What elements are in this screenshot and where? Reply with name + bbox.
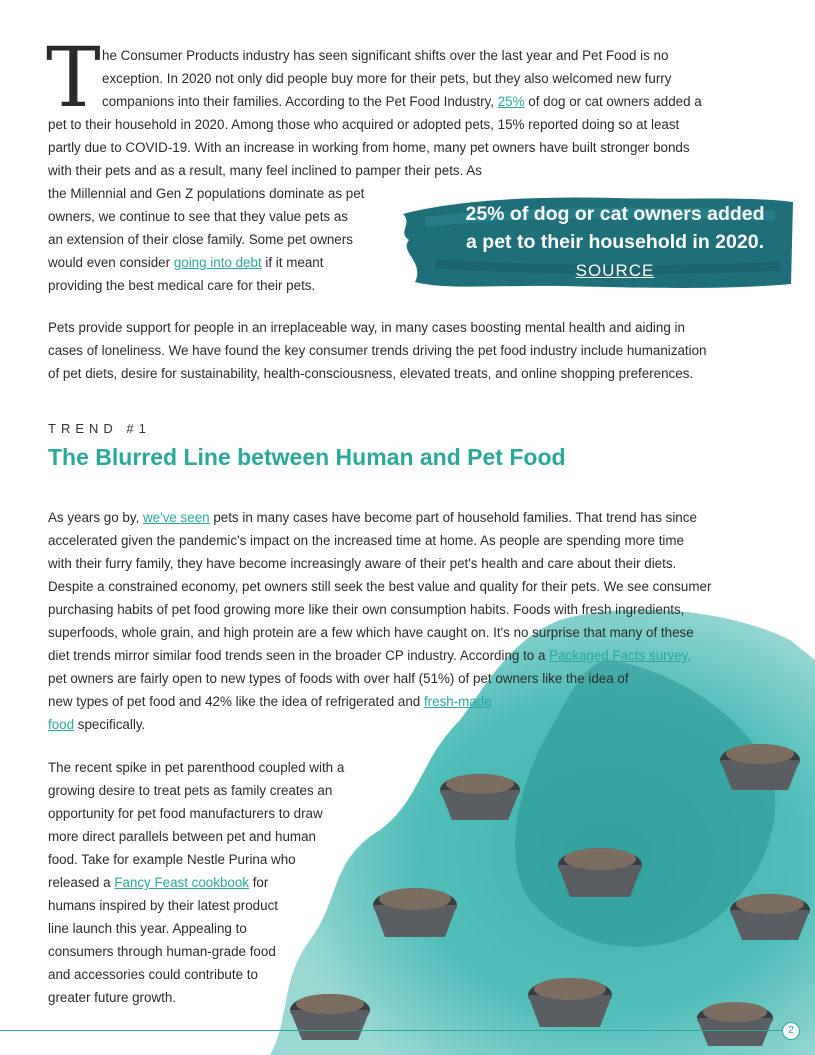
body-line: pet owners are fairly open to new types of foods with over half (51%) of pet owners like the idea of (48, 671, 629, 686)
body-line: cases of loneliness. We have found the key consumer trends driving the pet food industry include humanization (48, 343, 707, 358)
body-line: greater future growth. (48, 990, 177, 1005)
food-link[interactable]: food (48, 717, 75, 732)
footer-rule (0, 1030, 782, 1031)
intro-line: with their pets and as a result, many feel inclined to pamper their pets. As (48, 163, 482, 178)
intro-line: he Consumer Products industry has seen significant shifts over the last year and Pet Food is no (102, 48, 669, 63)
callout-source-link[interactable]: SOURCE (575, 261, 655, 280)
fancy-feast-link[interactable]: Fancy Feast cookbook (114, 875, 249, 890)
intro-line: exception. In 2020 not only did people buy more for their pets, but they also welcomed new furry (102, 71, 672, 86)
drop-cap: T (46, 31, 101, 126)
bowl-icon (697, 1002, 773, 1046)
body-text: As years go by, (48, 510, 144, 525)
intro-line: owners, we continue to see that they value pets as (48, 209, 348, 224)
intro-line: pet to their household in 2020. Among those who acquired or adopted pets, 15% reported doing so at least (48, 117, 680, 132)
body-line: accelerated given the pandemic's impact on the increased time at home. As people are spending more time (48, 533, 684, 548)
bowl-icon (720, 744, 800, 790)
packaged-facts-link[interactable]: Packaged Facts survey, (549, 648, 692, 663)
bowl-icon (730, 894, 810, 940)
section-label: TREND #1 (48, 421, 151, 436)
body-line (48, 714, 145, 737)
intro-line (102, 91, 702, 114)
callout-quote (430, 200, 800, 256)
intro-text: companions into their families. According to the Pet Food Industry, (102, 94, 498, 109)
body-line: humans inspired by their latest product (48, 898, 278, 913)
intro-line: the Millennial and Gen Z populations dominate as pet (48, 186, 365, 201)
body-line: Despite a constrained economy, pet owners still seek the best value and quality for their pets. We see consumer (48, 579, 712, 594)
stat-source-link[interactable]: 25% (497, 94, 525, 109)
callout-line: a pet to their household in 2020. (466, 231, 764, 253)
body-line: purchasing habits of pet food growing more like their own consumption habits. Foods with fresh ingredients, (48, 602, 685, 617)
body-line (48, 507, 697, 530)
weve-seen-link[interactable]: we've seen (143, 510, 210, 525)
body-line: Pets provide support for people in an irreplaceable way, in many cases boosting mental health and aiding in (48, 320, 685, 335)
intro-line: partly due to COVID-19. With an increase in working from home, many pet owners have built stronger bonds (48, 140, 690, 155)
bowl-icon (290, 994, 370, 1040)
body-line: food. Take for example Nestle Purina who (48, 852, 296, 867)
body-text: pets in many cases have become part of household families. That trend has since (209, 510, 697, 525)
body-text: for (248, 875, 269, 890)
body-line: line launch this year. Appealing to (48, 921, 247, 936)
body-text: diet trends mirror similar food trends seen in the broader CP industry. According to a (48, 648, 550, 663)
intro-text: if it meant (261, 255, 324, 270)
page-number: 2 (782, 1022, 800, 1040)
body-line: superfoods, whole grain, and high protein are a few which have caught on. It's no surprise that many of these (48, 625, 694, 640)
body-text: new types of pet food and 42% like the idea of refrigerated and (48, 694, 424, 709)
bowl-icon (528, 978, 612, 1027)
body-line: and accessories could contribute to (48, 967, 258, 982)
fresh-made-link[interactable]: fresh-made (423, 694, 492, 709)
body-line: with their furry family, they have become increasingly aware of their pet's health and care about their diets. (48, 556, 677, 571)
body-line: consumers through human-grade food (48, 944, 276, 959)
body-line (48, 691, 492, 714)
debt-link[interactable]: going into debt (173, 255, 262, 270)
body-line: growing desire to treat pets as family creates an (48, 783, 333, 798)
bowl-icon (373, 888, 457, 937)
body-line (48, 872, 268, 895)
intro-text: would even consider (48, 255, 174, 270)
section-title: The Blurred Line between Human and Pet Food (48, 444, 566, 470)
intro-line: an extension of their close family. Some pet owners (48, 232, 353, 247)
body-line: opportunity for pet food manufacturers to draw (48, 806, 323, 821)
bowl-icon (440, 774, 520, 820)
body-line: of pet diets, desire for sustainability, health-consciousness, elevated treats, and online shopping preferences. (48, 366, 694, 381)
bowl-icon (558, 848, 642, 897)
callout-line: 25% of dog or cat owners added (465, 203, 765, 225)
intro-text: of dog or cat owners added a (524, 94, 702, 109)
body-line: more direct parallels between pet and human (48, 829, 316, 844)
intro-line (48, 252, 323, 275)
body-line (48, 645, 691, 668)
body-line: The recent spike in pet parenthood coupled with a (48, 760, 345, 775)
body-text: released a (48, 875, 115, 890)
intro-line: providing the best medical care for their pets. (48, 278, 316, 293)
body-text: specifically. (74, 717, 146, 732)
